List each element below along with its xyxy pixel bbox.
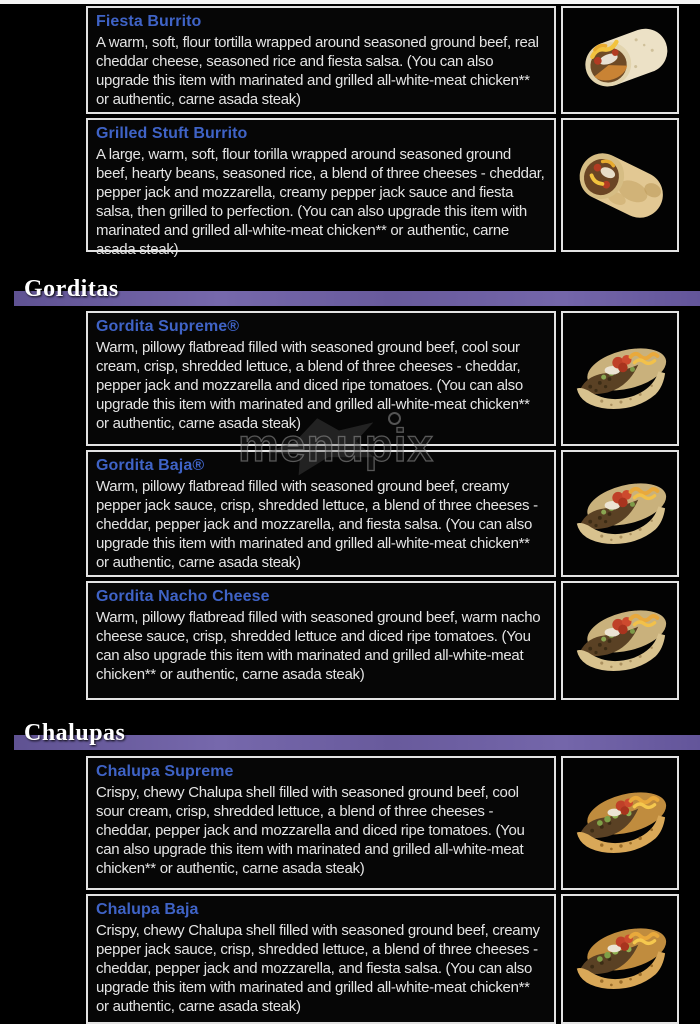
item-description: A large, warm, soft, flour torilla wrapped around seasoned ground beef, hearty beans, seasoned rice, a blend of three cheeses - cheddar, pepper jack and mozzarella, creamy pepper jack sauce and fiesta salsa, then grilled to perfection. (You can also upgrade this item with marinated and grilled all-white-meat chicken** or authentic, carne asada steak) [96,146,545,258]
item-text-box [86,6,556,114]
gordita-photo [561,450,679,577]
menu-item-chalupa-baja [86,894,679,1024]
item-text-box [86,581,556,700]
item-text-box [86,311,556,446]
item-title-link[interactable]: Gordita Baja® [96,457,205,474]
item-title-link[interactable]: Chalupa Baja [96,901,199,918]
item-text-box [86,756,556,890]
page-top-edge [0,0,700,4]
item-description: Warm, pillowy flatbread filled with seasoned ground beef, cool sour cream, crisp, shredded lettuce, a blend of three cheeses - cheddar, pepper jack and mozzarella and diced ripe tomatoes. (You can also upgrade this item with marinated and grilled all-white-meat chicken** or authentic, carne asada steak) [96,339,530,432]
chalupa-photo [561,756,679,890]
menu-item-gordita-nacho-cheese [86,581,679,700]
item-title-link[interactable]: Gordita Supreme® [96,318,240,335]
item-title-link[interactable]: Grilled Stuft Burrito [96,125,248,142]
section-header-gorditas [0,270,700,306]
item-description: Crispy, chewy Chalupa shell filled with seasoned ground beef, creamy pepper jack sauce, crisp, shredded lettuce, a blend of three cheeses - cheddar, pepper jack and mozzarella, and fiesta salsa. (You can also upgrade this item with marinated and grilled all-white-meat chicken** or authentic, carne asada steak) [96,922,540,1015]
item-title-link[interactable]: Chalupa Supreme [96,763,234,780]
watermark-text: menupix [238,419,435,471]
menu-item-chalupa-supreme [86,756,679,890]
item-text-box [86,118,556,258]
menu-item-gordita-baja [86,450,679,577]
menu-item-gordita-supreme [86,311,679,446]
item-text-box [86,450,556,577]
section-title: Gorditas [24,276,119,302]
item-title-link[interactable]: Fiesta Burrito [96,13,202,30]
menu-item-fiesta-burrito [86,6,679,114]
gordita-photo [561,581,679,700]
gordita-photo [561,311,679,446]
item-description: Warm, pillowy flatbread filled with seasoned ground beef, warm nacho cheese sauce, crisp, shredded lettuce and diced ripe tomatoes. (You can also upgrade this item with marinated and grilled all-white-meat chicken** or authentic, carne asada steak) [96,609,541,683]
item-description: A warm, soft, flour tortilla wrapped around seasoned ground beef, real cheddar cheese, seasoned rice and fiesta salsa. (You can also upgrade this item with marinated and grilled all-white-meat chicken** or authentic, carne asada steak) [96,34,539,108]
item-text-box [86,894,556,1024]
item-description: Crispy, chewy Chalupa shell filled with seasoned ground beef, cool sour cream, crisp, shredded lettuce, a blend of three cheeses - cheddar, pepper jack and mozzarella and diced ripe tomatoes. (You can also upgrade this item with marinated and grilled all-white-meat chicken** or authentic, carne asada steak) [96,784,525,877]
section-title: Chalupas [24,720,126,746]
grilled-burrito-photo [561,118,679,252]
item-description: Warm, pillowy flatbread filled with seasoned ground beef, creamy pepper jack sauce, crisp, shredded lettuce, a blend of three cheeses - cheddar, pepper jack and mozzarella, and fiesta salsa. (You can also upgrade this item with marinated and grilled all-white-meat chicken** or authentic, carne asada steak) [96,478,538,571]
section-header-chalupas [0,714,700,750]
cut-burrito-photo [561,6,679,114]
chalupa-photo [561,894,679,1024]
item-title-link[interactable]: Gordita Nacho Cheese [96,588,270,605]
menu-item-grilled-stuft-burrito [86,118,679,258]
